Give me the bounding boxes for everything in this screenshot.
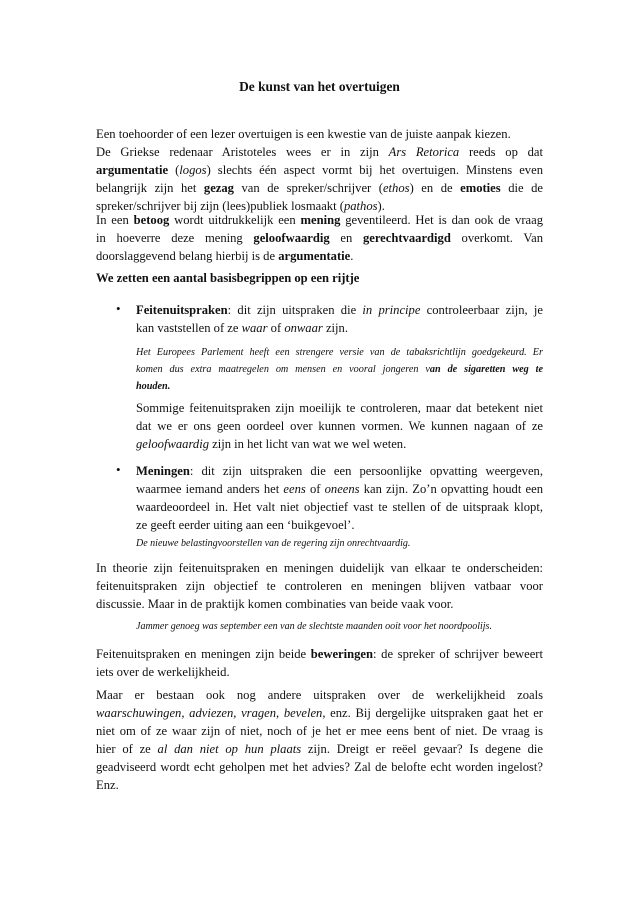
- intro-line-4: belangrijk zijn het gezag van de spreker/schrijver (ethos) en de emoties die de: [96, 181, 543, 195]
- example1-line-2: komen dus extra maatregelen om mensen en vooral jongeren van de sigaretten weg te: [136, 364, 543, 375]
- theorie-line-2: feitenuitspraken zijn objectief te controleren en meningen blijven vatbaar voor: [96, 579, 543, 593]
- bullet-meningen: [136, 462, 543, 534]
- example1-line-1: Het Europees Parlement heeft een strengere versie van de tabaksrichtlijn goedgekeurd. Er: [136, 347, 543, 358]
- example-mening: De nieuwe belastingvoorstellen van de regering zijn onrechtvaardig.: [136, 538, 411, 549]
- note-line-3: geloofwaardig zijn in het licht van wat we wel weten.: [136, 437, 407, 451]
- intro-line-1: Een toehoorder of een lezer overtuigen is een kwestie van de juiste aanpak kiezen.: [96, 127, 511, 141]
- bullet-feitenuitspraken: [136, 301, 543, 337]
- betoog-line-1: In een betoog wordt uitdrukkelijk een mening geventileerd. Het is dan ook de vraag: [96, 213, 544, 227]
- intro-line-3: argumentatie (logos) slechts één aspect vormt bij het overtuigen. Minstens even: [96, 163, 543, 177]
- beweringen-line-2: iets over de werkelijkheid.: [96, 665, 230, 679]
- note-line-2: dat we er ons geen oordeel over kunnen vormen. We kunnen nagaan of ze: [136, 419, 543, 433]
- example-feitenuitspraak: [136, 344, 543, 395]
- intro-paragraph: [96, 125, 543, 215]
- andere-line-3: niet om of ze waar zijn of niet, noch of je het er mee eens bent of niet. De vraag is: [96, 724, 543, 738]
- intro-line-2: De Griekse redenaar Aristoteles wees er in zijn Ars Retorica reeds op dat: [96, 145, 544, 159]
- example-combinatie: Jammer genoeg was september een van de slechtste maanden ooit voor het noordpoolijs.: [136, 621, 492, 632]
- betoog-line-3: doorslaggevend belang hierbij is de argumentatie.: [96, 249, 354, 263]
- andere-line-5: geadviseerd wordt echt geholpen met het advies? Zal de belofte echt worden ingelost?: [96, 760, 543, 774]
- theorie-paragraph: [96, 559, 543, 613]
- beweringen-paragraph: [96, 645, 543, 681]
- andere-line-2: waarschuwingen, adviezen, vragen, bevelen, enz. Bij dergelijke uitspraken gaat het er: [96, 706, 543, 720]
- meningen-line-1: Meningen: dit zijn uitspraken die een persoonlijke opvatting weergeven,: [136, 464, 543, 478]
- bullet-icon: •: [116, 462, 121, 477]
- andere-uitspraken-paragraph: [96, 686, 543, 794]
- andere-line-4: hier of ze al dan niet op hun plaats zijn. Dreigt er reëel gevaar? Is degene die: [96, 742, 543, 756]
- meningen-line-3: waardeoordeel in. Het valt niet objectief vast te stellen of de uitspraak klopt,: [136, 500, 543, 514]
- example1-line-3: houden.: [136, 381, 171, 392]
- feiten-line-2: kan vaststellen of ze waar of onwaar zijn.: [136, 321, 348, 335]
- betoog-line-2: in hoeverre deze mening geloofwaardig en gerechtvaardigd overkomt. Van: [96, 231, 543, 245]
- beweringen-line-1: Feitenuitspraken en meningen zijn beide beweringen: de spreker of schrijver beweert: [96, 647, 543, 661]
- page-title: De kunst van het overtuigen: [239, 79, 400, 94]
- andere-line-1: Maar er bestaan ook nog andere uitspraken over de werkelijkheid zoals: [96, 688, 543, 702]
- meningen-line-2: waarmee iemand anders het eens of oneens kan zijn. Zo’n opvatting houdt een: [136, 482, 543, 496]
- bullet-icon: •: [116, 301, 121, 316]
- meningen-line-4: ze geeft eerder uiting aan een ‘buikgevoel’.: [136, 518, 355, 532]
- feiten-line-1: Feitenuitspraken: dit zijn uitspraken die in principe controleerbaar zijn, je: [136, 303, 543, 317]
- theorie-line-3: discussie. Maar in de praktijk komen combinaties van beide vaak voor.: [96, 597, 454, 611]
- andere-line-6: Enz.: [96, 778, 119, 792]
- intro-line-5: spreker/schrijver bij zijn (lees)publiek losmaakt (pathos).: [96, 199, 385, 213]
- betoog-paragraph: [96, 211, 543, 265]
- feiten-note: [136, 399, 543, 453]
- theorie-line-1: In theorie zijn feitenuitspraken en meningen duidelijk van elkaar te onderscheiden:: [96, 561, 543, 575]
- section-heading: We zetten een aantal basisbegrippen op een rijtje: [96, 271, 360, 285]
- note-line-1: Sommige feitenuitspraken zijn moeilijk te controleren, maar dat betekent niet: [136, 401, 543, 415]
